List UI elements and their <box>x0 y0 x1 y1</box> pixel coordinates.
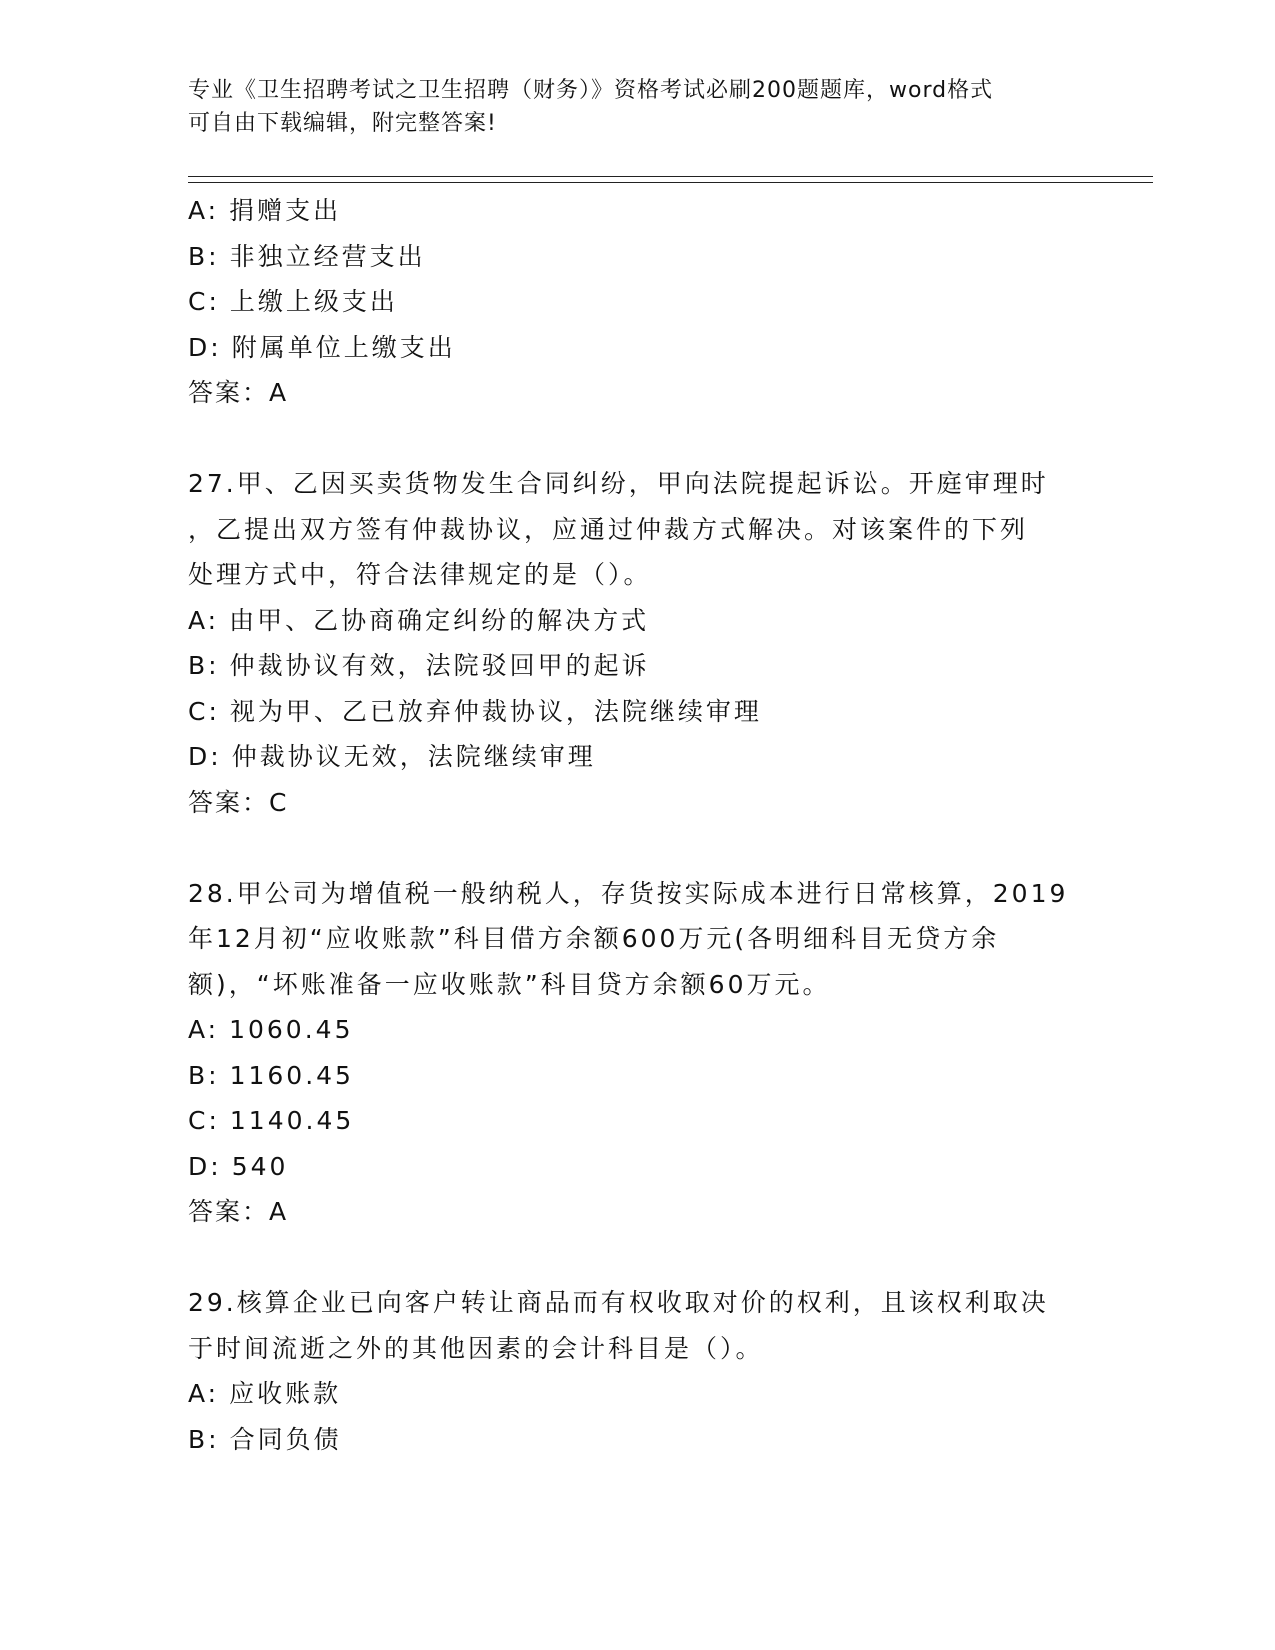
header-divider-top <box>188 176 1153 177</box>
question-line: 28.甲公司为增值税一般纳税人，存货按实际成本进行日常核算，2019 <box>188 878 1069 908</box>
answer-option <box>188 1144 1088 1190</box>
option-key: D: <box>188 332 222 362</box>
option-key: C: <box>188 696 220 726</box>
answer-option <box>188 1417 1088 1463</box>
option-text: 合同负债 <box>229 1424 342 1454</box>
answer-option <box>188 598 1088 644</box>
option-key: A: <box>188 1379 220 1408</box>
answer-option <box>188 234 1088 280</box>
answer-option <box>188 1007 1088 1053</box>
block-spacer <box>188 825 1088 871</box>
answer-option <box>188 325 1088 371</box>
answer-option <box>188 734 1088 780</box>
option-key: B: <box>188 1424 220 1454</box>
answer-option <box>188 689 1088 735</box>
answer-option <box>188 1053 1088 1099</box>
answer-line: 答案：A <box>188 378 289 407</box>
question-line: 29.核算企业已向客户转让商品而有权收取对价的权利，且该权利取决 <box>188 1288 1049 1317</box>
option-text: 1140.45 <box>229 1106 355 1135</box>
option-key: A: <box>188 196 220 225</box>
option-text: 捐赠支出 <box>229 196 342 225</box>
option-key: A: <box>188 1015 220 1044</box>
question-text <box>188 1280 1088 1371</box>
question-list <box>188 188 1088 1462</box>
question-line: 27.甲、乙因买卖货物发生合同纠纷，甲向法院提起诉讼。开庭审理时 <box>188 469 1049 498</box>
answer-option <box>188 279 1088 325</box>
question-block <box>188 871 1088 1281</box>
question-block <box>188 461 1088 871</box>
option-key: B: <box>188 1060 220 1090</box>
option-text: 上缴上级支出 <box>229 287 398 316</box>
question-text <box>188 871 1088 1008</box>
question-line: 处理方式中，符合法律规定的是（）。 <box>188 560 652 589</box>
answer-option <box>188 1371 1088 1417</box>
option-text: 1160.45 <box>229 1060 354 1090</box>
answer-option <box>188 643 1088 689</box>
option-key: A: <box>188 605 220 635</box>
option-text: 视为甲、乙已放弃仲裁协议，法院继续审理 <box>229 696 762 726</box>
answer-option <box>188 1098 1088 1144</box>
question-line: 额)，“坏账准备一应收账款”科目贷方余额60万元。 <box>188 969 831 999</box>
header-line-1: 专业《卫生招聘考试之卫生招聘（财务）》资格考试必刷200题题库，word格式 <box>188 78 994 103</box>
answer-line: 答案：C <box>188 787 289 817</box>
option-key: C: <box>188 1106 220 1135</box>
header-line-2: 可自由下载编辑，附完整答案! <box>188 111 497 136</box>
option-text: 仲裁协议无效，法院继续审理 <box>231 742 596 771</box>
question-text <box>188 461 1088 598</box>
option-key: B: <box>188 651 220 680</box>
option-key: C: <box>188 287 220 316</box>
option-text: 仲裁协议有效，法院驳回甲的起诉 <box>229 651 650 680</box>
question-block <box>188 188 1088 461</box>
option-key: B: <box>188 241 220 271</box>
option-text: 非独立经营支出 <box>229 241 426 271</box>
option-text: 540 <box>231 1151 289 1181</box>
option-text: 附属单位上缴支出 <box>231 332 456 362</box>
question-line: 于时间流逝之外的其他因素的会计科目是（）。 <box>188 1333 764 1363</box>
option-text: 由甲、乙协商确定纠纷的解决方式 <box>229 605 650 635</box>
question-line: 年12月初“应收账款”科目借方余额600万元(各明细科目无贷方余 <box>188 924 1000 953</box>
option-text: 应收账款 <box>229 1379 342 1408</box>
document-header <box>188 74 1068 140</box>
option-text: 1060.45 <box>229 1015 354 1044</box>
header-divider-bottom <box>188 182 1153 183</box>
block-spacer <box>188 416 1088 462</box>
answer-option <box>188 188 1088 234</box>
option-key: D: <box>188 1151 222 1181</box>
option-key: D: <box>188 742 222 771</box>
question-block <box>188 1280 1088 1462</box>
question-line: ，乙提出双方签有仲裁协议，应通过仲裁方式解决。对该案件的下列 <box>188 514 1029 544</box>
block-spacer <box>188 1235 1088 1281</box>
answer-line: 答案：A <box>188 1197 289 1226</box>
